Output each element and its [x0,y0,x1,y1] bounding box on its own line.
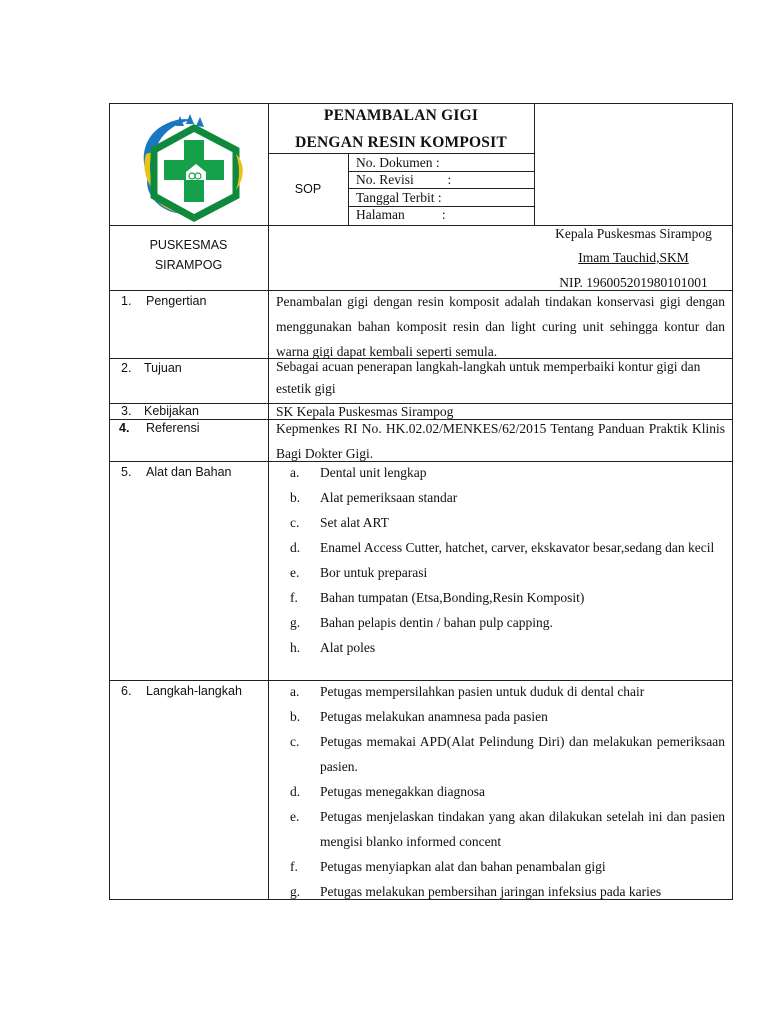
section-number: 4. [119,421,130,435]
section-label-pengertian: Pengertian [146,294,207,308]
list-item [290,854,725,879]
section-label-kebijakan: Kebijakan [144,404,199,418]
list-marker: c. [290,734,300,749]
list-item [290,879,725,904]
list-item-text: Dental unit lengkap [320,465,427,480]
list-item [290,610,725,635]
list-item-text: Petugas melakukan pembersihan jaringan infeksius pada karies [320,884,662,899]
list-marker: a. [290,465,300,480]
list-marker: g. [290,615,301,630]
list-item [290,460,725,485]
list-item-text: Petugas melakukan anamnesa pada pasien [320,709,548,724]
section-number: 6. [121,684,132,698]
list-marker: f. [290,859,298,874]
section-text-pengertian: Penambalan gigi dengan resin komposit adalah tindakan konservasi gigi dengan menggunakan bahan komposit resin dan light curing unit sehingga kontur dan warna gigi dapat kembali seperti semula. [276,294,725,359]
sop-label: SOP [294,182,322,196]
list-item-text: Alat pemeriksaan standar [320,490,458,505]
langkah-list [290,679,725,904]
section-text-tujuan: Sebagai acuan penerapan langkah-langkah untuk memperbaiki kontur gigi dan estetik gigi [276,359,701,396]
doc-field-nomor: No. Dokumen : [356,155,440,170]
section-number: 3. [121,404,132,418]
list-item [290,729,725,779]
signer-name: Imam Tauchid,SKM [578,250,689,265]
list-item-text: Alat poles [320,640,376,655]
list-item [290,804,725,854]
list-item-text: Bor untuk preparasi [320,565,428,580]
list-marker: d. [290,540,301,555]
list-item-text: Petugas memakai APD(Alat Pelindung Diri) dan melakukan pemeriksaan pasien. [320,734,725,774]
list-item-text: Petugas menegakkan diagnosa [320,784,485,799]
list-marker: d. [290,784,301,799]
list-item-text: Set alat ART [320,515,389,530]
list-item [290,679,725,704]
document-title-line2: DENGAN RESIN KOMPOSIT [295,134,507,151]
list-item [290,510,725,535]
list-marker: h. [290,640,301,655]
section-number: 5. [121,465,132,479]
doc-field-tanggal: Tanggal Terbit : [356,190,442,205]
org-name-line1: PUSKESMAS [149,238,228,252]
list-item [290,585,725,610]
section-label-referensi: Referensi [146,421,200,435]
list-marker: e. [290,565,300,580]
divider [348,153,349,225]
list-marker: a. [290,684,300,699]
org-name-line2: SIRAMPOG [154,258,223,272]
doc-field-revisi: No. Revisi : [356,172,452,187]
list-item-text: Petugas mempersilahkan pasien untuk duduk di dental chair [320,684,645,699]
alat-list [290,460,725,660]
signer-role: Kepala Puskesmas Sirampog [555,226,712,241]
list-item [290,704,725,729]
list-marker: c. [290,515,300,530]
list-marker: f. [290,590,298,605]
section-text-referensi: Kepmenkes RI No. HK.02.02/MENKES/62/2015 Tentang Panduan Praktik Klinis Bagi Dokter Gigi. [276,421,725,461]
section-label-langkah: Langkah-langkah [146,684,242,698]
section-number: 1. [121,294,132,308]
divider [268,103,269,900]
signer-nip: NIP. 196005201980101001 [559,275,708,290]
list-item-text: Petugas menjelaskan tindakan yang akan dilakukan setelah ini dan pasien mengisi blanko informed concent [320,809,725,849]
list-item-text: Petugas menyiapkan alat dan bahan penambalan gigi [320,859,606,874]
list-marker: b. [290,709,301,724]
list-marker: e. [290,809,300,824]
list-item-text: Enamel Access Cutter, hatchet, carver, ekskavator besar,sedang dan kecil [320,540,715,555]
doc-field-halaman: Halaman : [356,207,446,222]
section-label-alat: Alat dan Bahan [146,465,232,479]
list-item [290,560,725,585]
list-item [290,485,725,510]
list-item [290,779,725,804]
document-title-line1: PENAMBALAN GIGI [323,107,479,124]
divider [534,103,535,225]
section-label-tujuan: Tujuan [144,361,182,375]
section-text-kebijakan: SK Kepala Puskesmas Sirampog [276,404,454,419]
list-item-text: Bahan pelapis dentin / bahan pulp capping. [320,615,553,630]
list-marker: b. [290,490,301,505]
section-number: 2. [121,361,132,375]
list-item [290,535,725,560]
puskesmas-logo-icon [132,114,250,222]
list-item [290,635,725,660]
list-marker: g. [290,884,301,899]
list-item-text: Bahan tumpatan (Etsa,Bonding,Resin Komposit) [320,590,585,605]
